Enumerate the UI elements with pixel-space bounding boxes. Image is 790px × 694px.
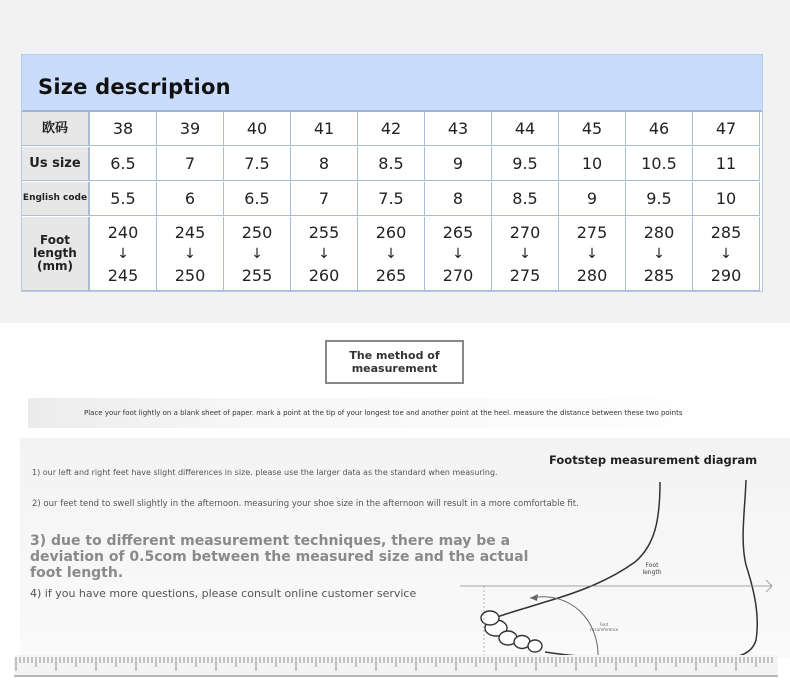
down-arrow-icon: ↓: [720, 245, 732, 262]
label-line: (mm): [37, 259, 73, 273]
table-cell: 40: [224, 112, 291, 146]
table-cell-range: [358, 217, 425, 291]
table-cell: 5.5: [90, 182, 157, 216]
table-cell: 6.5: [224, 182, 291, 216]
table-cell-range: [291, 217, 358, 291]
note-4: 4) if you have more questions, please consult online customer service: [30, 587, 417, 600]
size-chart-grid: [22, 112, 763, 292]
table-cell-range: [157, 217, 224, 291]
table-cell: 7.5: [358, 182, 425, 216]
table-cell: 41: [291, 112, 358, 146]
range-to: 245: [107, 265, 139, 285]
label-line: Foot: [40, 233, 70, 247]
range-from: 245: [174, 222, 206, 242]
down-arrow-icon: ↓: [586, 245, 598, 262]
table-cell: 11: [693, 147, 760, 181]
down-arrow-icon: ↓: [117, 245, 129, 262]
note-1: 1) our left and right feet have slight differences in size. please use the larger data as the standard when measuring.: [32, 468, 498, 477]
table-cell: 7: [291, 182, 358, 216]
range-to: 290: [710, 265, 742, 285]
range-from: 270: [509, 222, 541, 242]
table-cell: 45: [559, 112, 626, 146]
range-to: 260: [308, 265, 340, 285]
table-cell: 6.5: [90, 147, 157, 181]
range-from: 255: [308, 222, 340, 242]
down-arrow-icon: ↓: [385, 245, 397, 262]
table-cell: 6: [157, 182, 224, 216]
down-arrow-icon: ↓: [184, 245, 196, 262]
method-title-line: measurement: [351, 362, 438, 375]
table-cell: 42: [358, 112, 425, 146]
down-arrow-icon: ↓: [318, 245, 330, 262]
down-arrow-icon: ↓: [519, 245, 531, 262]
foot-length-label: Foot: [645, 562, 659, 569]
size-chart-title: Size description: [38, 75, 231, 99]
table-cell-range: [224, 217, 291, 291]
table-cell: 38: [90, 112, 157, 146]
row-label-english: English code: [22, 182, 90, 216]
table-cell: 7: [157, 147, 224, 181]
range-from: 250: [241, 222, 273, 242]
table-cell: 10: [559, 147, 626, 181]
range-from: 285: [710, 222, 742, 242]
table-cell: 39: [157, 112, 224, 146]
table-cell: 9: [559, 182, 626, 216]
table-cell: 8.5: [358, 147, 425, 181]
range-to: 275: [509, 265, 541, 285]
table-row-foot-length: [22, 217, 763, 291]
measurement-instruction: Place your foot lightly on a blank sheet of paper. mark a point at the tip of your longest toe and another point at the heel. measure the distance between these two points: [84, 409, 683, 417]
foot-outline-icon: [460, 470, 780, 666]
table-cell: 10: [693, 182, 760, 216]
table-cell: 9.5: [492, 147, 559, 181]
table-cell: 10.5: [626, 147, 693, 181]
range-to: 280: [576, 265, 608, 285]
range-from: 275: [576, 222, 608, 242]
range-to: 250: [174, 265, 206, 285]
range-from: 280: [643, 222, 675, 242]
table-cell: 46: [626, 112, 693, 146]
ruler: [14, 655, 778, 677]
foot-circumference-label: Foot: [599, 622, 609, 627]
range-to: 285: [643, 265, 675, 285]
row-label-foot-length: [22, 217, 90, 291]
table-cell: 44: [492, 112, 559, 146]
table-row-us: [22, 147, 763, 181]
table-cell-range: [559, 217, 626, 291]
table-cell: 7.5: [224, 147, 291, 181]
table-cell-range: [693, 217, 760, 291]
table-cell-range: [90, 217, 157, 291]
table-row-english: [22, 182, 763, 216]
range-to: 270: [442, 265, 474, 285]
row-label-us: Us size: [22, 147, 90, 181]
table-cell: 47: [693, 112, 760, 146]
table-cell: 8.5: [492, 182, 559, 216]
range-from: 240: [107, 222, 139, 242]
row-label-eu: 欧码: [22, 112, 90, 146]
down-arrow-icon: ↓: [452, 245, 464, 262]
down-arrow-icon: ↓: [251, 245, 263, 262]
foot-length-label: length: [642, 569, 662, 576]
table-cell: 8: [425, 182, 492, 216]
range-to: 255: [241, 265, 273, 285]
diagram-title: Footstep measurement diagram: [549, 453, 758, 467]
table-cell: 43: [425, 112, 492, 146]
note-3: 3) due to different measurement techniques, there may be a deviation of 0.5com between the measured size and the actual foot length.: [30, 533, 529, 581]
method-title-box: [325, 340, 464, 384]
range-from: 260: [375, 222, 407, 242]
range-to: 265: [375, 265, 407, 285]
down-arrow-icon: ↓: [653, 245, 665, 262]
range-from: 265: [442, 222, 474, 242]
table-cell-range: [626, 217, 693, 291]
table-cell: 9.5: [626, 182, 693, 216]
size-chart-header: [22, 55, 762, 112]
method-title-line: The method of: [349, 349, 440, 362]
table-cell: 8: [291, 147, 358, 181]
size-chart-card: [21, 54, 763, 292]
foot-circumference-label: circumference: [589, 627, 619, 632]
table-cell-range: [492, 217, 559, 291]
table-row-eu: [22, 112, 763, 146]
table-cell-range: [425, 217, 492, 291]
note-2: 2) our feet tend to swell slightly in the afternoon. measuring your shoe size in the afternoon will result in a more comfortable fit.: [32, 499, 579, 509]
label-line: length: [33, 246, 77, 260]
table-cell: 9: [425, 147, 492, 181]
